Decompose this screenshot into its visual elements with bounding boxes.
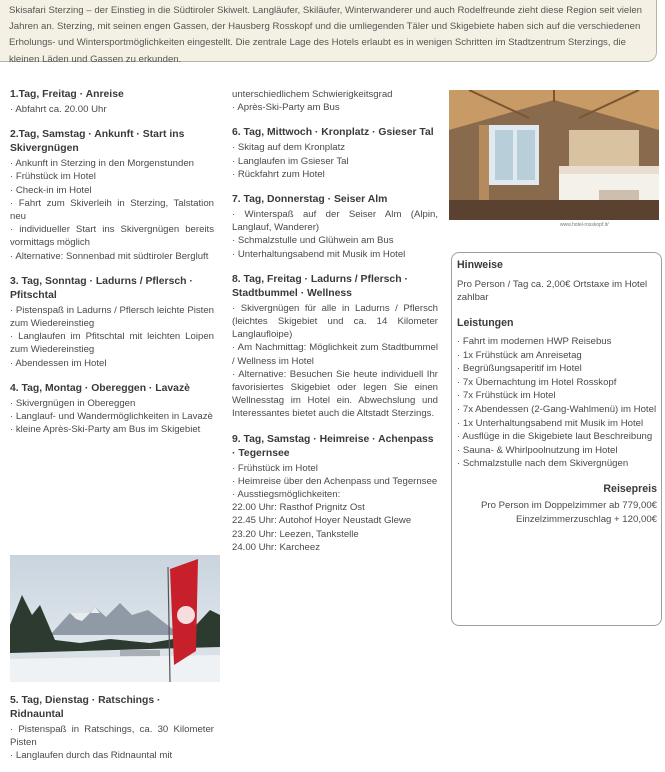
day-item: · Abfahrt ca. 20.00 Uhr: [10, 104, 107, 115]
day-item: · Alternative: Sonnenbad mit südtiroler Bergluft: [10, 250, 209, 262]
service-item: · Ausflüge in die Skigebiete laut Beschreibung: [457, 431, 653, 443]
day-1: [10, 88, 214, 116]
day-item: 22.45 Uhr: Autohof Hoyer Neustadt Glewe: [232, 515, 412, 527]
day-item: · Frühstück im Hotel: [232, 462, 318, 474]
price-line: Einzelzimmerzuschlag + 120,00€: [515, 513, 657, 525]
day-8: [232, 273, 438, 421]
price-line: Pro Person im Doppelzimmer ab 779,00€: [481, 500, 657, 512]
intro-box: [0, 0, 657, 65]
day-item: · Schmalzstulle und Glühwein am Bus: [232, 235, 394, 247]
day-5: [10, 694, 214, 763]
day-title: 5. Tag, Dienstag · Ratschings · Ridnauntal: [10, 695, 161, 720]
day-item: · Frühstück im Hotel: [10, 171, 96, 183]
day-item: · Heimreise über den Achenpass und Tegernsee: [232, 475, 438, 487]
day-item: · Fahrt zum Skiverleih in Sterzing, Talstation neu: [10, 197, 214, 223]
service-item: · Schmalzstulle nach dem Skivergnügen: [457, 458, 629, 470]
day-item: · kleine Après-Ski-Party am Bus im Skigebiet: [10, 424, 201, 436]
day-title: 3. Tag, Sonntag · Ladurns / Pflersch · Pfitschtal: [10, 275, 193, 301]
day-9: [232, 433, 438, 554]
day-item: · Langlaufen im Gsieser Tal: [232, 155, 349, 167]
day-item: · Langlauf- und Wandermöglichkeiten in Lavazè: [10, 411, 213, 423]
day-title: 1.Tag, Freitag · Anreise: [10, 89, 124, 100]
hinweise-text: Pro Person / Tag ca. 2,00€ Ortstaxe im Hotel zahlbar: [457, 278, 648, 303]
day-item: · Ausstiegsmöglichkeiten:: [232, 489, 341, 501]
day-item: · Winterspaß auf der Seiser Alm (Alpin, Langlauf, Wanderer): [232, 209, 438, 234]
day-item: · Skitag auf dem Kronplatz: [232, 142, 346, 154]
day-item: · Langlaufen durch das Ridnauntal mit: [10, 750, 173, 762]
day-title: 8. Tag, Freitag · Ladurns / Pflersch · Stadtbummel · Wellness: [232, 273, 408, 299]
day-item: · Am Nachmittag: Möglichkeit zum Stadtbummel / Wellness im Hotel: [232, 342, 438, 367]
day-2: [10, 128, 214, 263]
day-item: · Check-in im Hotel: [10, 184, 92, 196]
day-item: · Ankunft in Sterzing in den Morgenstunden: [10, 158, 194, 170]
day-item: · Skivergnügen in Obereggen: [10, 397, 136, 409]
day-item: · Abendessen im Hotel: [10, 357, 107, 369]
hotel-room-photo: [449, 90, 659, 220]
service-item: · Fahrt im modernen HWP Reisebus: [457, 336, 612, 347]
day-item: · Après-Ski-Party am Bus: [232, 102, 340, 114]
day-3: [10, 275, 214, 370]
itinerary-column-2: [232, 88, 438, 566]
day-item: · Pistenspaß in Ratschings, ca. 30 Kilometer Pisten: [10, 724, 214, 749]
intro-text: Skisafari Sterzing – der Einstieg in die Südtiroler Skiwelt. Langläufer, Skiläufer, Winterwanderer und auch Rodelfreunde zieht diese Region seit vielen Jahren an. Sterzing, mit seinen engen Gassen, der Hausberg Rosskopf und die umliegenden Täler und Skigebiete haben sich auf die verschiedenen Erholungs- und Wintersportmöglichkeiten eingestellt. Die zentrale Lage des Hotels erlaubt es in wenigen Schritten im Stadtzentrum Sterzings, die kleinen Läden und Gassen zu erkunden.: [9, 5, 643, 65]
day-item: · Rückfahrt zum Hotel: [232, 168, 325, 180]
day-item: 23.20 Uhr: Leezen, Tankstelle: [232, 528, 359, 540]
day-title: 6. Tag, Mittwoch · Kronplatz · Gsieser Tal: [232, 127, 434, 139]
service-item: · 1x Frühstück am Anreisetag: [457, 349, 582, 361]
day-item: · Skivergnügen für alle in Ladurns / Pflersch (leichtes Skigebiet und ca. 14 Kilometer Langlaufloipe): [232, 302, 438, 341]
day-title: 2.Tag, Samstag · Ankunft · Start ins Skivergnügen: [10, 129, 185, 155]
day-title: 4. Tag, Montag · Obereggen · Lavazè: [10, 382, 190, 394]
service-item: · 1x Unterhaltungsabend mit Musik im Hotel: [457, 417, 644, 429]
service-item: · 7x Übernachtung im Hotel Rosskopf: [457, 376, 617, 388]
day-item: · Alternative: Besuchen Sie heute individuell Ihr favorisiertes Skigebiet oder legen Sie einen Wellnesstag im Hotel ein. Abwechslung und Interessantes bietet auch die Altstadt Sterzings.: [232, 368, 438, 420]
info-box: [451, 252, 662, 626]
service-item: · 7x Abendessen (2-Gang-Wahlmenü) im Hotel: [457, 403, 657, 415]
photo-credit: www.hotel-rosskopf.it/: [560, 222, 609, 228]
day-item: · Unterhaltungsabend mit Musik im Hotel: [232, 248, 406, 260]
day-title: 9. Tag, Samstag · Heimreise · Achenpass · Tegernsee: [232, 433, 434, 459]
service-item: · Begrüßungsaperitif im Hotel: [457, 363, 582, 375]
day-title: 7. Tag, Donnerstag · Seiser Alm: [232, 194, 388, 206]
day-item: · Langlaufen im Pfitschtal mit leichten Loipen zum Wiedereinstieg: [10, 331, 214, 356]
service-item: · 7x Frühstück im Hotel: [457, 390, 556, 402]
day-7: [232, 193, 438, 261]
day-6: [232, 126, 438, 181]
day-item: · Pistenspaß in Ladurns / Pflersch leichte Pisten zum Wiedereinstieg: [10, 304, 214, 330]
ski-area-photo: [10, 555, 220, 682]
leistungen-title: Leistungen: [457, 316, 514, 329]
day-4: [10, 382, 214, 437]
day-item: unterschiedlichem Schwierigkeitsgrad: [232, 89, 393, 100]
day-5-continued: [232, 88, 438, 114]
day-item: · individueller Start ins Skivergnügen bereits vormittags möglich: [10, 224, 214, 249]
day-item: 22.00 Uhr: Rasthof Prignitz Ost: [232, 502, 365, 514]
day-item: 24.00 Uhr: Karcheez: [232, 541, 320, 553]
price-title: Reisepreis: [603, 482, 657, 495]
itinerary-column-1: [10, 88, 214, 448]
service-item: · Sauna- & Whirlpoolnutzung im Hotel: [457, 444, 618, 456]
hinweise-title: Hinweise: [457, 259, 503, 271]
